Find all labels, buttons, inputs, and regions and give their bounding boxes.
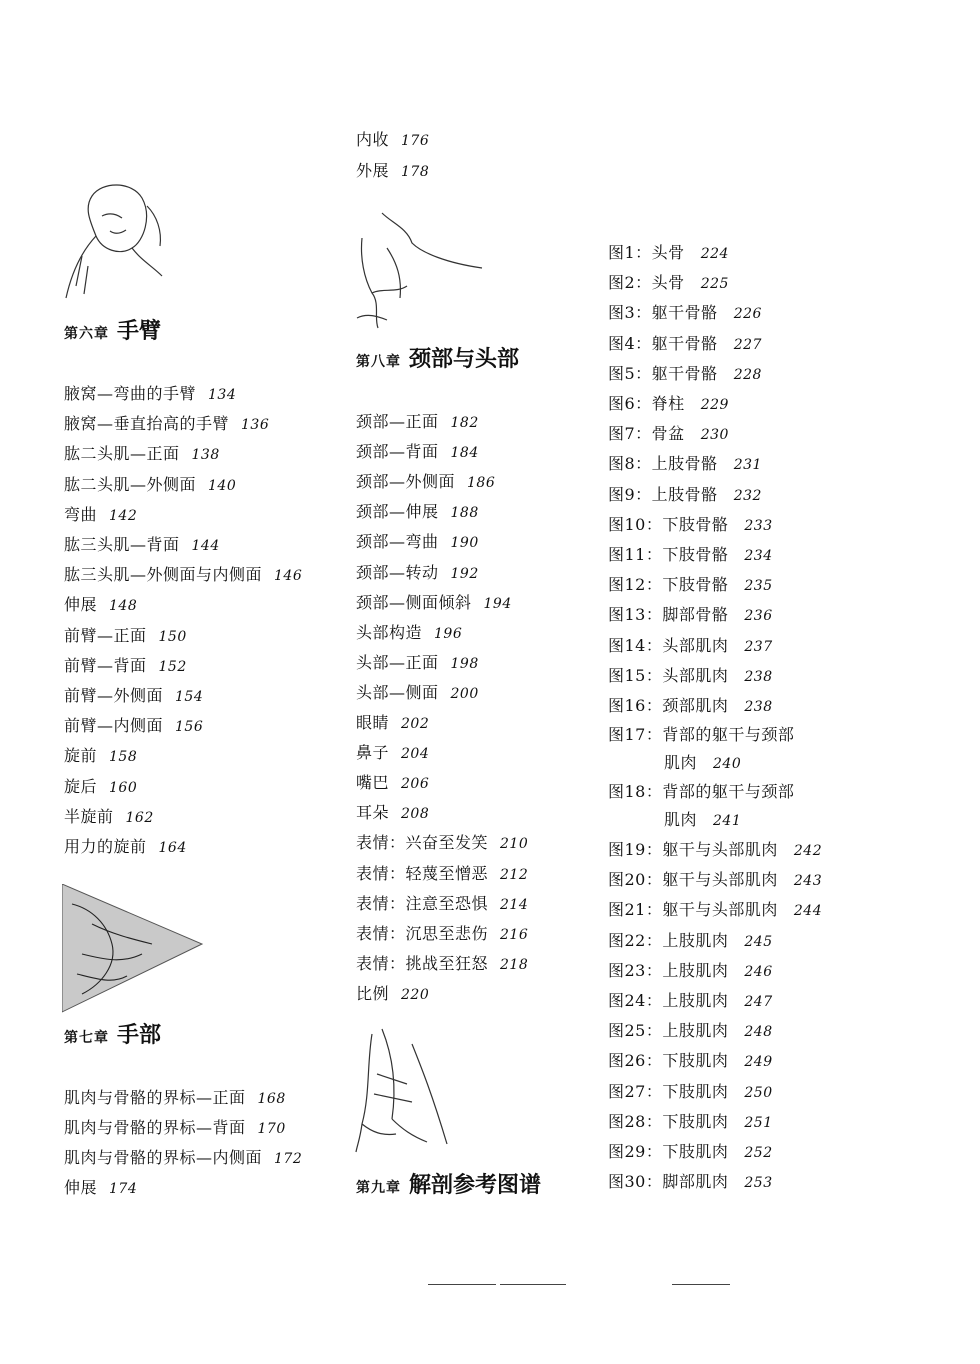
page-number: 202 xyxy=(401,716,430,732)
list-item[interactable] xyxy=(64,414,269,435)
list-item[interactable] xyxy=(356,130,429,151)
list-item[interactable] xyxy=(356,864,528,885)
entry-title: 图10：下肢骨骼 xyxy=(608,514,729,534)
entry-title: 颈部—侧面倾斜 xyxy=(356,592,472,612)
entry-title: 肌肉 xyxy=(664,810,698,829)
list-item[interactable] xyxy=(356,984,429,1005)
list-item[interactable] xyxy=(608,454,762,475)
page-number: 182 xyxy=(450,415,479,431)
list-item[interactable] xyxy=(356,532,479,553)
list-item[interactable] xyxy=(356,623,462,644)
entry-title: 表情：注意至恐惧 xyxy=(356,893,489,913)
list-item[interactable] xyxy=(608,424,729,445)
page-number: 198 xyxy=(450,655,479,672)
page-number: 224 xyxy=(700,246,729,262)
entry-title: 伸展 xyxy=(64,595,98,615)
page-number: 226 xyxy=(733,306,762,323)
page-number: 154 xyxy=(175,689,204,705)
list-item[interactable] xyxy=(356,894,528,915)
page-number: 162 xyxy=(125,809,154,826)
entry-title: 伸展 xyxy=(64,1178,98,1197)
entry-title: 图15：头部肌肉 xyxy=(608,665,729,685)
entry-title: 图28：下肢肌肉 xyxy=(608,1111,729,1131)
page-number: 208 xyxy=(401,806,430,823)
page-number: 212 xyxy=(500,866,529,883)
entry-title: 图16：颈部肌肉 xyxy=(608,696,729,715)
list-item-continuation[interactable] xyxy=(664,753,741,774)
page-number: 148 xyxy=(109,598,138,615)
chapter6-sketch-icon xyxy=(62,176,172,302)
list-item[interactable] xyxy=(64,837,187,858)
list-item[interactable] xyxy=(64,505,137,526)
list-item[interactable] xyxy=(608,334,762,355)
list-item[interactable] xyxy=(356,773,429,794)
list-item[interactable] xyxy=(608,364,762,385)
page-number: 228 xyxy=(733,366,762,383)
entry-title: 图23：上肢肌肉 xyxy=(608,960,729,980)
page-number: 146 xyxy=(274,568,303,585)
page-number: 190 xyxy=(450,535,479,552)
page-number: 152 xyxy=(158,658,187,675)
entry-title: 图12：下肢骨骼 xyxy=(608,575,729,595)
list-item[interactable] xyxy=(608,515,773,536)
entry-title: 肌肉与骨骼的界标—背面 xyxy=(64,1118,246,1137)
list-item[interactable] xyxy=(608,1021,773,1042)
list-item[interactable] xyxy=(356,713,429,734)
list-item[interactable] xyxy=(608,870,822,891)
list-item[interactable] xyxy=(64,1148,302,1169)
chapter-number: 第六章 xyxy=(64,326,109,342)
list-item[interactable] xyxy=(608,1082,773,1103)
entry-title: 图6：脊柱 xyxy=(608,394,685,413)
page-number: 251 xyxy=(744,1114,773,1131)
list-item[interactable] xyxy=(608,303,762,324)
page-number: 178 xyxy=(401,164,430,180)
entry-title: 图18：背部的躯干与颈部 xyxy=(608,782,795,801)
entry-title: 图4：躯干骨骼 xyxy=(608,333,718,353)
entry-title: 图20：躯干与头部肌肉 xyxy=(608,870,778,890)
list-item[interactable] xyxy=(608,545,773,566)
list-item[interactable] xyxy=(608,991,773,1012)
entry-title: 颈部—弯曲 xyxy=(356,532,439,552)
list-item[interactable] xyxy=(356,743,429,764)
page-number: 236 xyxy=(744,608,773,625)
entry-title: 图1：头骨 xyxy=(608,243,685,262)
entry-title: 肱二头肌—正面 xyxy=(64,444,180,464)
page-number: 244 xyxy=(793,903,823,920)
entry-title: 比例 xyxy=(356,983,390,1003)
entry-title: 前臂—背面 xyxy=(64,655,147,675)
chapter9-heading xyxy=(356,1168,541,1199)
entry-title: 腋窝—垂直抬高的手臂 xyxy=(64,414,230,434)
list-item[interactable] xyxy=(64,656,187,677)
list-item[interactable] xyxy=(608,782,794,802)
page-number: 229 xyxy=(700,397,729,413)
list-item-continuation[interactable] xyxy=(664,810,741,831)
list-item[interactable] xyxy=(356,924,528,945)
entry-title: 颈部—外侧面 xyxy=(356,472,456,492)
page-number: 250 xyxy=(744,1084,773,1101)
entry-title: 颈部—正面 xyxy=(356,412,439,431)
footer-divider xyxy=(428,1284,496,1285)
page-number: 231 xyxy=(733,457,762,474)
chapter7-sketch-icon xyxy=(62,884,206,1014)
chapter-title: 解剖参考图谱 xyxy=(409,1173,542,1198)
page-number: 172 xyxy=(274,1151,303,1167)
list-item[interactable] xyxy=(64,1088,286,1109)
entry-title: 图30：脚部肌肉 xyxy=(608,1172,729,1192)
list-item[interactable] xyxy=(64,1118,286,1139)
list-item[interactable] xyxy=(608,1112,773,1133)
list-item[interactable] xyxy=(608,485,762,506)
entry-title: 图9：上肢骨骼 xyxy=(608,484,718,504)
list-item[interactable] xyxy=(608,666,773,687)
chapter-title: 颈部与头部 xyxy=(409,347,520,372)
page-number: 184 xyxy=(450,445,479,462)
page-number: 218 xyxy=(500,956,529,973)
entry-title: 前臂—外侧面 xyxy=(64,686,164,705)
list-item[interactable] xyxy=(356,161,429,182)
list-item[interactable] xyxy=(356,833,528,854)
page-number: 188 xyxy=(450,505,479,522)
entry-title: 图7：骨盆 xyxy=(608,424,685,444)
page-number: 140 xyxy=(208,477,237,494)
page-number: 234 xyxy=(744,548,773,564)
entry-title: 颈部—转动 xyxy=(356,562,439,582)
list-item[interactable] xyxy=(608,1172,773,1193)
list-item[interactable] xyxy=(64,444,220,465)
page-number: 240 xyxy=(713,756,742,772)
entry-title: 旋前 xyxy=(64,746,98,766)
entry-title: 图21：躯干与头部肌肉 xyxy=(608,900,778,920)
page-number: 242 xyxy=(793,843,823,859)
page-number: 246 xyxy=(744,963,773,980)
list-item[interactable] xyxy=(356,563,479,584)
page-number: 164 xyxy=(158,840,187,856)
list-item[interactable] xyxy=(356,803,429,824)
entry-title: 图26：下肢肌肉 xyxy=(608,1051,729,1071)
chapter6-heading xyxy=(64,314,161,345)
page-number: 252 xyxy=(744,1145,773,1161)
footer-divider xyxy=(672,1284,730,1285)
list-item[interactable] xyxy=(356,442,479,463)
entry-title: 前臂—内侧面 xyxy=(64,716,164,736)
page-number: 174 xyxy=(109,1181,138,1197)
entry-title: 前臂—正面 xyxy=(64,625,147,645)
page-number: 138 xyxy=(191,447,220,464)
entry-title: 颈部—背面 xyxy=(356,442,439,462)
page-number: 214 xyxy=(500,896,529,913)
list-item[interactable] xyxy=(608,605,773,626)
entry-title: 图27：下肢肌肉 xyxy=(608,1081,729,1101)
page-number: 194 xyxy=(483,595,512,612)
list-item[interactable] xyxy=(64,777,137,798)
chapter-title: 手部 xyxy=(117,1023,162,1048)
page-number: 237 xyxy=(744,638,773,655)
entry-title: 半旋前 xyxy=(64,806,114,826)
list-item[interactable] xyxy=(64,686,203,707)
list-item[interactable] xyxy=(64,746,137,767)
page-number: 158 xyxy=(109,749,138,766)
page-number: 210 xyxy=(500,836,529,853)
list-item[interactable] xyxy=(608,1051,773,1072)
list-item[interactable] xyxy=(64,807,154,828)
list-item[interactable] xyxy=(608,931,773,952)
list-item[interactable] xyxy=(64,626,187,647)
page-number: 168 xyxy=(257,1091,286,1107)
list-item[interactable] xyxy=(608,1142,773,1163)
entry-title: 图2：头骨 xyxy=(608,273,685,293)
page-number: 241 xyxy=(713,813,742,829)
page-number: 238 xyxy=(744,668,773,685)
page-number: 249 xyxy=(744,1054,773,1071)
page-number: 204 xyxy=(401,746,430,763)
entry-title: 图29：下肢肌肉 xyxy=(608,1142,729,1161)
entry-title: 耳朵 xyxy=(356,803,390,823)
page-number: 142 xyxy=(109,507,138,524)
entry-title: 腋窝—弯曲的手臂 xyxy=(64,384,197,403)
entry-title: 图13：脚部骨骼 xyxy=(608,605,729,625)
chapter7-heading xyxy=(64,1018,161,1049)
entry-title: 头部—正面 xyxy=(356,652,439,672)
page-number: 253 xyxy=(744,1175,773,1192)
entry-title: 颈部—伸展 xyxy=(356,502,439,522)
list-item[interactable] xyxy=(608,273,729,294)
page-number: 227 xyxy=(733,336,762,353)
chapter8-sketch-icon xyxy=(352,208,492,334)
entry-title: 图17：背部的躯干与颈部 xyxy=(608,725,795,744)
entry-title: 表情：兴奋至发笑 xyxy=(356,833,489,853)
entry-title: 图22：上肢肌肉 xyxy=(608,930,729,950)
page-number: 230 xyxy=(700,427,729,444)
chapter-number: 第八章 xyxy=(356,354,401,370)
page-number: 206 xyxy=(401,776,430,793)
list-item[interactable] xyxy=(64,535,220,556)
list-item[interactable] xyxy=(356,472,495,493)
page-number: 235 xyxy=(744,578,773,595)
chapter-number: 第九章 xyxy=(356,1180,401,1196)
list-item[interactable] xyxy=(608,394,729,415)
entry-title: 弯曲 xyxy=(64,504,98,524)
page-number: 216 xyxy=(500,926,529,943)
page-number: 200 xyxy=(450,685,479,702)
list-item[interactable] xyxy=(608,696,773,717)
entry-title: 肌肉与骨骼的界标—正面 xyxy=(64,1088,246,1107)
list-item[interactable] xyxy=(64,565,302,586)
page-number: 238 xyxy=(744,699,773,715)
list-item[interactable] xyxy=(64,384,236,405)
entry-title: 肱二头肌—外侧面 xyxy=(64,474,197,494)
list-item[interactable] xyxy=(608,636,773,657)
list-item[interactable] xyxy=(356,683,479,704)
page-number: 186 xyxy=(467,475,496,492)
page-number: 225 xyxy=(700,276,729,293)
entry-title: 眼睛 xyxy=(356,713,390,732)
chapter-title: 手臂 xyxy=(117,319,162,344)
page-number: 144 xyxy=(191,538,220,554)
page-number: 248 xyxy=(744,1024,773,1041)
list-item[interactable] xyxy=(608,961,773,982)
entry-title: 鼻子 xyxy=(356,743,390,763)
list-item[interactable] xyxy=(608,900,822,921)
entry-title: 图11：下肢骨骼 xyxy=(608,545,729,564)
entry-title: 肱三头肌—外侧面与内侧面 xyxy=(64,565,263,585)
entry-title: 图14：头部肌肉 xyxy=(608,635,729,655)
page-number: 220 xyxy=(401,986,430,1003)
page-number: 243 xyxy=(793,873,823,890)
list-item[interactable] xyxy=(356,653,479,674)
entry-title: 图19：躯干与头部肌肉 xyxy=(608,840,778,859)
entry-title: 肌肉 xyxy=(664,753,698,772)
list-item[interactable] xyxy=(64,595,137,616)
page-number: 247 xyxy=(744,994,773,1010)
chapter-number: 第七章 xyxy=(64,1030,109,1046)
footer-divider xyxy=(500,1284,566,1285)
page-number: 192 xyxy=(450,565,479,582)
page-number: 233 xyxy=(744,517,773,534)
entry-title: 图5：躯干骨骼 xyxy=(608,363,718,383)
chapter9-sketch-icon xyxy=(352,1024,452,1154)
page-number: 232 xyxy=(733,487,762,504)
chapter8-heading xyxy=(356,342,519,373)
list-item[interactable] xyxy=(608,575,773,596)
list-item[interactable] xyxy=(608,725,794,745)
entry-title: 内收 xyxy=(356,130,390,149)
list-item[interactable] xyxy=(356,502,479,523)
entry-title: 图24：上肢肌肉 xyxy=(608,991,729,1010)
list-item[interactable] xyxy=(64,716,203,737)
list-item[interactable] xyxy=(356,954,528,975)
entry-title: 表情：轻蔑至憎恶 xyxy=(356,863,489,883)
list-item[interactable] xyxy=(356,412,479,433)
page-number: 156 xyxy=(175,719,204,736)
list-item[interactable] xyxy=(356,593,512,614)
list-item[interactable] xyxy=(608,840,822,861)
entry-title: 肱三头肌—背面 xyxy=(64,535,180,554)
list-item[interactable] xyxy=(64,1178,137,1199)
entry-title: 图25：上肢肌肉 xyxy=(608,1021,729,1041)
page-number: 134 xyxy=(208,387,237,403)
entry-title: 用力的旋前 xyxy=(64,837,147,856)
page-number: 176 xyxy=(401,133,430,149)
page-number: 136 xyxy=(241,417,270,434)
page-number: 160 xyxy=(109,779,138,796)
page-number: 170 xyxy=(257,1121,286,1137)
entry-title: 头部构造 xyxy=(356,622,423,642)
page-number: 196 xyxy=(434,625,463,642)
list-item[interactable] xyxy=(608,243,729,264)
list-item[interactable] xyxy=(64,475,236,496)
page-number: 150 xyxy=(158,628,187,645)
page-number: 245 xyxy=(744,933,773,950)
entry-title: 头部—侧面 xyxy=(356,682,439,702)
entry-title: 图3：躯干骨骼 xyxy=(608,303,718,323)
entry-title: 嘴巴 xyxy=(356,773,390,793)
entry-title: 表情：沉思至悲伤 xyxy=(356,923,489,943)
entry-title: 旋后 xyxy=(64,776,98,796)
entry-title: 图8：上肢骨骼 xyxy=(608,454,718,474)
entry-title: 表情：挑战至狂怒 xyxy=(356,953,489,973)
entry-title: 肌肉与骨骼的界标—内侧面 xyxy=(64,1148,263,1167)
entry-title: 外展 xyxy=(356,161,390,180)
